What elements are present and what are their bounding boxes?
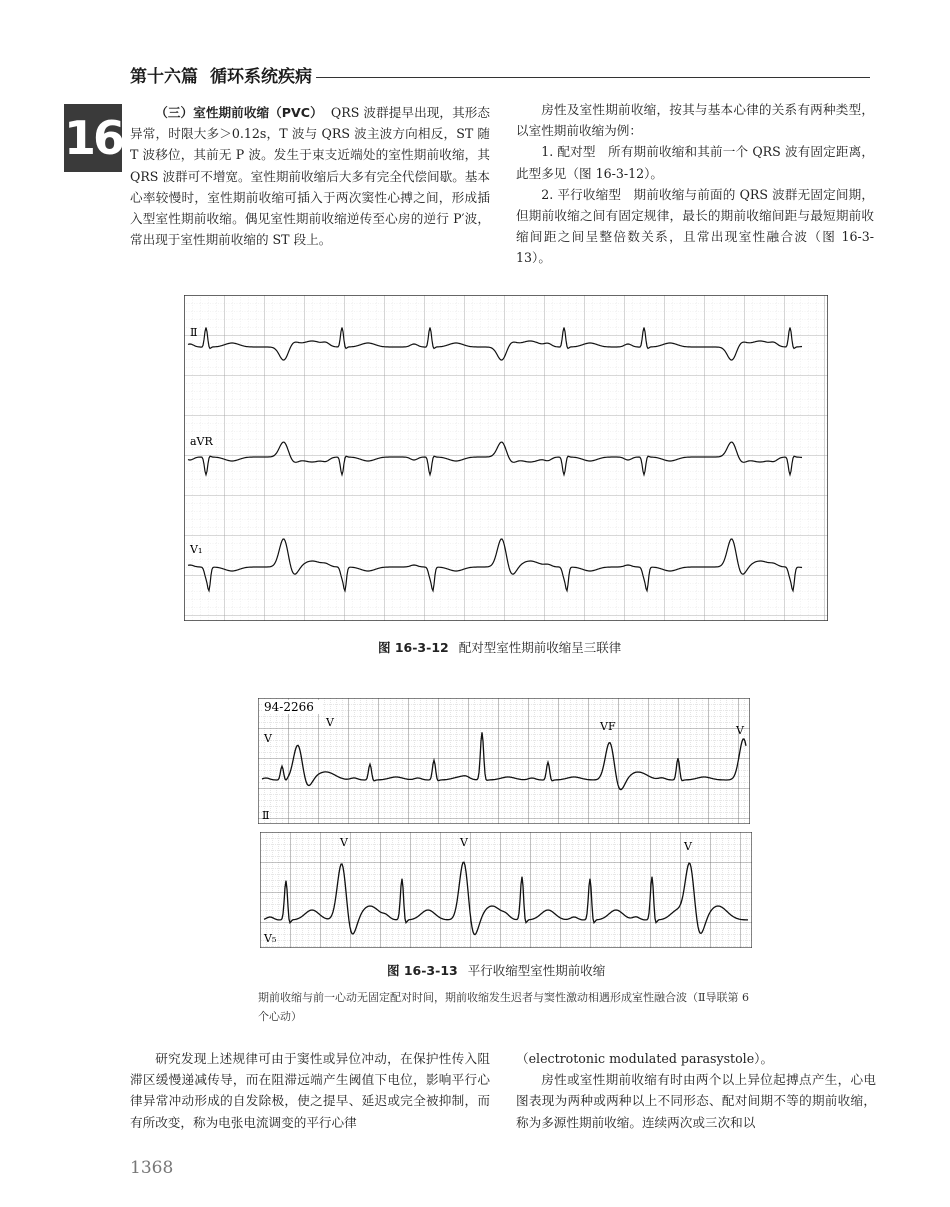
lead-label-v5: V₅ xyxy=(264,932,277,945)
part-title: 循环系统疾病 xyxy=(210,67,312,87)
page-number: 1368 xyxy=(130,1158,174,1178)
left-column xyxy=(130,102,490,250)
bottom-left-column xyxy=(130,1048,490,1133)
figure2-title: 平行收缩型室性期前收缩 xyxy=(467,963,606,978)
figure1-caption xyxy=(378,638,621,656)
type1-text: 所有期前收缩和其前一个 QRS 波有固定距离，此型多见（图 16-3-12）。 xyxy=(516,144,874,181)
multifocal-paragraph: 房性或室性期前收缩有时由两个以上异位起搏点产生，心电图表现为两种或两种以上不同形态、配对间期不等的期前收缩，称为多源性期前收缩。连续两次或三次和以 xyxy=(516,1072,876,1130)
pvc-marker-2: V xyxy=(736,724,744,737)
part-header xyxy=(130,62,312,87)
header-rule xyxy=(316,77,870,78)
part-number: 第十六篇 xyxy=(130,67,198,87)
figure2-number: 图 16-3-13 xyxy=(387,963,458,978)
pvc-heading: （三）室性期前收缩（PVC） xyxy=(155,105,323,120)
chapter-tab: 16 xyxy=(64,104,122,172)
type2-text: 期前收缩与前面的 QRS 波群无固定间期，但期前收缩之间有固定规律，最长的期前收缩间距与最短期前收缩间距之间呈整倍数关系，且常出现室性融合波（图 16-3-13）。 xyxy=(516,186,874,266)
left-v-label: V xyxy=(264,732,272,745)
figure2-caption xyxy=(387,961,605,979)
pvc-text: QRS 波群提早出现，其形态异常，时限大多＞0.12s，T 波与 QRS 波主波方向相反，ST 随 T 波移位，其前无 P 波。发生于束支近端处的室性期前收缩，其 QRS 波群可不增宽。室性期前收缩后大多有完全代偿间歇。基本心率较慢时，室性期前收缩可插入于两次窦性心搏之间，形成插入型室性期前收缩。偶见室性期前收缩逆传至心房的逆行 P′波，常出现于室性期前收缩的 ST 段上。 xyxy=(130,105,490,248)
lead-label-avr: aVR xyxy=(190,435,213,448)
bottom-right-column xyxy=(516,1048,876,1133)
ecg-figure-coupled-pvc xyxy=(184,295,828,621)
lead-label-v1: V₁ xyxy=(190,543,203,556)
lead-label-ii: Ⅱ xyxy=(190,326,198,339)
pvc-marker-1: V xyxy=(340,836,348,849)
pvc-paragraph xyxy=(130,102,490,250)
pvc-marker-vf: VF xyxy=(600,720,616,733)
type2-paragraph xyxy=(516,184,874,269)
figure1-number: 图 16-3-12 xyxy=(378,640,449,655)
type2-label: 2. 平行收缩型 xyxy=(541,186,622,202)
lead-label-ii: Ⅱ xyxy=(262,809,270,822)
figure2-note: 期前收缩与前一心动无固定配对时间，期前收缩发生迟者与窦性激动相遇形成室性融合波（Ⅱ导联第 6 个心动） xyxy=(258,991,749,1023)
ecg-figure-parasystole-strip-v5 xyxy=(260,832,752,948)
electrotonic-paragraph: 研究发现上述规律可由于窦性或异位冲动，在保护性传入阻滞区缓慢递减传导，而在阻滞远端产生阈值下电位，影响平行心律异常冲动形成的自发除极，使之提早、延迟或完全被抑制，而有所改变，称为电张电流调变的平行心律 xyxy=(130,1051,490,1130)
strip-id: 94-2266 xyxy=(264,700,314,714)
pvc-marker-2: V xyxy=(460,836,468,849)
type1-label: 1. 配对型 xyxy=(541,144,596,160)
type1-paragraph xyxy=(516,141,874,183)
ecg-grid xyxy=(260,832,752,948)
pvc-marker-3: V xyxy=(684,840,692,853)
right-column xyxy=(516,99,874,269)
types-intro: 房性及室性期前收缩，按其与基本心律的关系有两种类型，以室性期前收缩为例： xyxy=(516,102,874,139)
figure1-title: 配对型室性期前收缩呈三联律 xyxy=(458,640,622,655)
pvc-marker-1: V xyxy=(326,716,334,729)
ecg-figure-parasystole-strip-ii xyxy=(258,698,750,824)
ecg-grid xyxy=(184,295,828,621)
electrotonic-term: （electrotonic modulated parasystole）。 xyxy=(516,1051,774,1066)
